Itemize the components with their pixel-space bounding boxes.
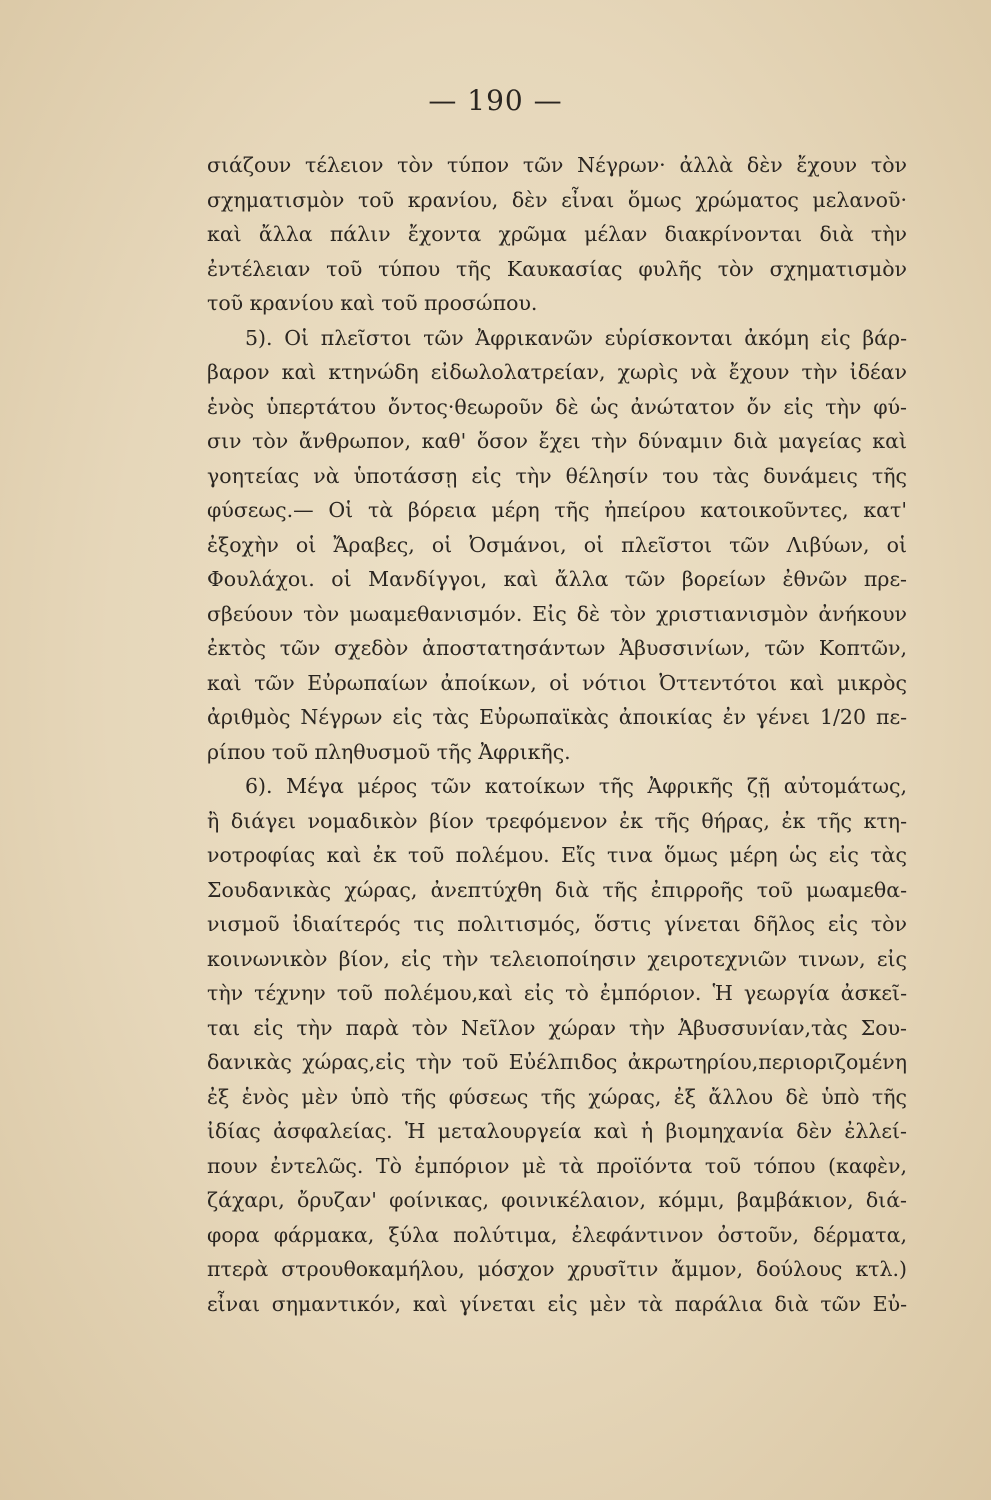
text-line: ἐντέλειαν τοῦ τύπου τῆς Καυκασίας φυλῆς τὸν σχηματισμὸν [207,256,907,281]
text-line: νοτροφίας καὶ ἐκ τοῦ πολέμου. Εἴς τινα ὅμως μέρη ὡς εἰς τὰς [207,843,907,867]
text-line: σχηματισμὸν τοῦ κρανίου, δὲν εἶναι ὅμως χρώματος μελανοῦ· [207,187,907,212]
page-number: — 190 — [428,84,563,117]
text-line: εἶναι σημαντικόν, καὶ γίνεται εἰς μὲν τὰ παράλια διὰ τῶν Εὐ- [207,1291,907,1316]
text-line: ἰδίας ἀσφαλείας. Ἡ μεταλουργεία καὶ ἡ βιομηχανία δὲν ἐλλεί- [207,1119,907,1143]
text-line: σβεύουν τὸν μωαμεθανισμόν. Εἰς δὲ τὸν χριστιανισμὸν ἀνήκουν [207,601,907,626]
text-line: σιάζουν τέλειον τὸν τύπον τῶν Νέγρων· ἀλλὰ δὲν ἔχουν τὸν [207,153,907,177]
text-line: καὶ τῶν Εὐρωπαίων ἀποίκων, οἱ νότιοι Ὀττεντότοι καὶ μικρὸς [207,670,907,695]
text-line: ἐκτὸς τῶν σχεδὸν ἀποστατησάντων Ἀβυσσινίων, τῶν Κοπτῶν, [207,636,907,660]
text-line: 6). Μέγα μέρος τῶν κατοίκων τῆς Ἀφρικῆς ζῇ αὐτομάτως, [245,774,907,798]
text-line: τοῦ κρανίου καὶ τοῦ προσώπου. [207,291,538,315]
body-text [207,148,907,1321]
text-line: ἀριθμὸς Νέγρων εἰς τὰς Εὐρωπαϊκὰς ἀποικίας ἐν γένει 1/20 πε- [207,705,907,729]
text-line: ρίπου τοῦ πληθυσμοῦ τῆς Ἀφρικῆς. [207,739,571,764]
text-line: γοητείας νὰ ὑποτάσσῃ εἰς τὴν θέλησίν του τὰς δυνάμεις τῆς [207,463,907,488]
text-line: ζάχαρι, ὄρυζαν' φοίνικας, φοινικέλαιον, κόμμι, βαμβάκιον, διά- [207,1188,907,1212]
text-line: φορα φάρμακα, ξύλα πολύτιμα, ἐλεφάντινον ὀστοῦν, δέρματα, [207,1222,907,1247]
text-line: νισμοῦ ἰδιαίτερός τις πολιτισμός, ὅστις γίνεται δῆλος εἰς τὸν [207,912,907,936]
text-line: Σουδανικὰς χώρας, ἀνεπτύχθη διὰ τῆς ἐπιρροῆς τοῦ μωαμεθα- [207,877,907,902]
text-line: πτερὰ στρουθοκαμήλου, μόσχον χρυσῖτιν ἄμμον, δούλους κτλ.) [207,1257,907,1281]
text-line: Φουλάχοι. οἱ Μανδίγγοι, καὶ ἄλλα τῶν βορείων ἐθνῶν πρε- [207,567,907,591]
text-line: πουν ἐντελῶς. Τὸ ἐμπόριον μὲ τὰ προϊόντα τοῦ τόπου (καφὲν, [207,1153,907,1178]
text-line: σιν τὸν ἄνθρωπον, καθ' ὅσον ἔχει τὴν δύναμιν διὰ μαγείας καὶ [207,429,907,453]
text-line: δανικὰς χώρας,εἰς τὴν τοῦ Εὐέλπιδος ἀκρωτηρίου,περιοριζομένη [207,1050,907,1074]
text-line: ἐξ ἑνὸς μὲν ὑπὸ τῆς φύσεως τῆς χώρας, ἐξ ἄλλου δὲ ὑπὸ τῆς [207,1084,907,1109]
text-line: ἢ διάγει νομαδικὸν βίον τρεφόμενον ἐκ τῆς θήρας, ἐκ τῆς κτη- [207,808,907,833]
text-line: κοινωνικὸν βίον, εἰς τὴν τελειοποίησιν χειροτεχνιῶν τινων, εἰς [207,946,907,971]
text-line: καὶ ἄλλα πάλιν ἔχοντα χρῶμα μέλαν διακρίνονται διὰ τὴν [207,222,907,246]
text-line: τὴν τέχνην τοῦ πολέμου,καὶ εἰς τὸ ἐμπόριον. Ἡ γεωργία ἀσκεῖ- [207,981,907,1005]
text-line: ἑνὸς ὑπερτάτου ὄντος·θεωροῦν δὲ ὡς ἀνώτατον ὄν εἰς τὴν φύ- [207,394,907,419]
text-line: ται εἰς τὴν παρὰ τὸν Νεῖλον χώραν τὴν Ἀβυσσυνίαν,τὰς Σου- [207,1015,907,1040]
text-line: βαρον καὶ κτηνώδη εἰδωλολατρείαν, χωρὶς νὰ ἔχουν τὴν ἰδέαν [207,360,907,384]
text-line: ἐξοχὴν οἱ Ἄραβες, οἱ Ὀσμάνοι, οἱ πλεῖστοι τῶν Λιβύων, οἱ [207,532,907,557]
text-line: 5). Οἱ πλεῖστοι τῶν Ἀφρικανῶν εὑρίσκονται ἀκόμη εἰς βάρ- [245,325,907,350]
text-line: φύσεως.— Οἱ τὰ βόρεια μέρη τῆς ἠπείρου κατοικοῦντες, κατ' [207,498,907,522]
